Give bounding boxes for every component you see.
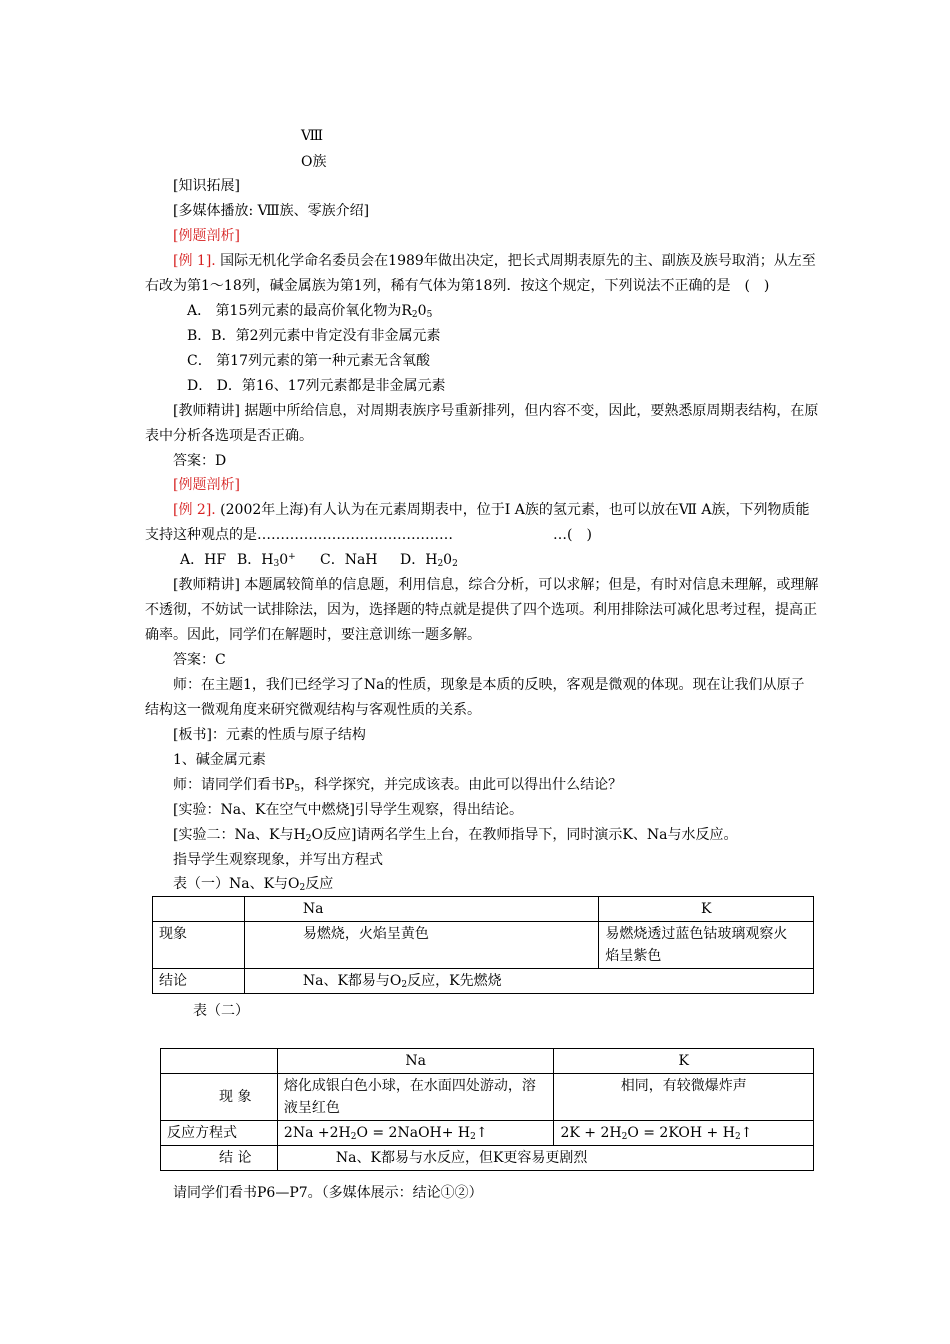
- table-row: [153, 897, 814, 922]
- table-row-label: 现 象: [161, 1074, 278, 1121]
- table-row: [153, 969, 814, 994]
- equation-na: $2Na +2H_2O$ = 2NaOH+ $H_2↑$: [277, 1121, 554, 1146]
- table-cell: [161, 1049, 278, 1074]
- teacher-explanation-1-line-2: 表中分析各选项是否正确。: [145, 428, 313, 444]
- example-2-option-b: B．$H_30^+$: [237, 552, 296, 569]
- example-1-tag: [例 1].: [173, 253, 216, 269]
- example-2-option-d: D．$H_20_2$: [400, 552, 458, 569]
- table-1-caption: 表（一）Na、K与$O_2$反应: [173, 876, 334, 893]
- teacher-talk-line-3: 师：请同学们看书$P_5$，科学探究，并完成该表。由此可以得出什么结论？: [173, 777, 623, 794]
- table-cell: Na、K都易与水反应，但K更容易更剧烈: [277, 1146, 813, 1171]
- table-cell: 易燃烧，火焰呈黄色: [244, 922, 598, 969]
- example-2-tag: [例 2].: [173, 502, 216, 518]
- table-row: [161, 1121, 814, 1146]
- table-row-label: 现象: [153, 922, 245, 969]
- group-zero-label: O族: [301, 154, 327, 170]
- teacher-talk-line-1: 师：在主题1，我们已经学习了Na的性质，现象是本质的反映，客观是微观的体现。现在让我们从原子: [173, 677, 805, 693]
- table-row: [161, 1074, 814, 1121]
- example-analysis-heading-1: [例题剖析]: [173, 228, 240, 244]
- teacher-explanation-2-line-3: 确率。因此，同学们在解题时，要注意训练一题多解。: [145, 627, 481, 643]
- table-row: [161, 1146, 814, 1171]
- example-2-line-2: 支持这种观点的是……………………………………: [145, 527, 453, 543]
- table-cell: Na、K都易与$O_2$反应，K先燃烧: [244, 969, 813, 994]
- table-header-k: K: [599, 897, 814, 922]
- group-viii-label: Ⅷ: [301, 128, 324, 144]
- knowledge-extension-heading: [知识拓展]: [173, 178, 240, 194]
- table-cell: 熔化成银白色小球，在水面四处游动，溶 液呈红色: [277, 1074, 554, 1121]
- example-1-line-1: [例 1]. 国际无机化学命名委员会在1989年做出决定，把长式周期表原先的主、副族及族号取消；从左至: [173, 253, 816, 269]
- answer-1: 答案：D: [173, 453, 227, 469]
- teacher-talk-line-2: 结构这一微观角度来研究微观结构与客观性质的关系。: [145, 702, 481, 718]
- example-2-option-a: A．HF: [180, 552, 227, 568]
- section-alkali-metals: 1、碱金属元素: [173, 752, 266, 768]
- table-row-label: 反应方程式: [161, 1121, 278, 1146]
- guide-students: 指导学生观察现象，并写出方程式: [173, 852, 383, 868]
- example-1-option-c: C． 第17列元素的第一种元素无含氧酸: [187, 353, 430, 369]
- footer-note: 请同学们看书P6—P7。（多媒体展示：结论①②）: [173, 1185, 483, 1201]
- table-row-label: 结论: [153, 969, 245, 994]
- table-header-k: K: [554, 1049, 814, 1074]
- table-cell: 相同，有较微爆炸声: [554, 1074, 814, 1121]
- teacher-explanation-2-line-1: [教师精讲] 本题属较简单的信息题，利用信息，综合分析，可以求解；但是，有时对信息未理解，或理解: [173, 577, 819, 593]
- table-2-caption: 表（二）: [193, 1003, 249, 1019]
- example-2-answer-paren: …( ): [553, 527, 592, 543]
- equation-k: $2K + 2H_2O = 2KOH$ + $H_2↑$: [554, 1121, 814, 1146]
- multimedia-note: [多媒体播放: Ⅷ族、零族介绍]: [173, 203, 370, 219]
- table-cell: 易燃烧透过蓝色钴玻璃观察火 焰呈紫色: [599, 922, 814, 969]
- example-1-option-d: D． D．第16、17列元素都是非金属元素: [187, 378, 446, 394]
- table-row: [161, 1049, 814, 1074]
- teacher-explanation-2-line-2: 不透彻，不妨试一试排除法，因为，选择题的特点就是提供了四个选项。利用排除法可减化思考过程，提高正: [145, 602, 817, 618]
- example-2-option-c: C．NaH: [320, 552, 378, 568]
- example-1-option-b: B．B．第2列元素中肯定没有非金属元素: [187, 328, 441, 344]
- example-1-line-2: 右改为第1～18列，碱金属族为第1列，稀有气体为第18列．按这个规定，下列说法不正确的是 ( ): [145, 278, 770, 294]
- table-row-label: 结 论: [161, 1146, 278, 1171]
- example-1-option-a: A． 第15列元素的最高价氧化物为$R_20_5$: [187, 303, 433, 320]
- answer-2: 答案：C: [173, 652, 226, 668]
- experiment-1: [实验：Na、K在空气中燃烧]引导学生观察，得出结论。: [173, 802, 523, 818]
- table-header-na: Na: [277, 1049, 554, 1074]
- example-analysis-heading-2: [例题剖析]: [173, 477, 240, 493]
- teacher-explanation-1-line-1: [教师精讲] 据题中所给信息，对周期表族序号重新排列，但内容不变，因此，要熟悉原周期表结构，在原: [173, 403, 819, 419]
- table-header-na: Na: [244, 897, 598, 922]
- table-cell: [153, 897, 245, 922]
- board-writing: [板书]：元素的性质与原子结构: [173, 727, 366, 743]
- example-2-line-1: [例 2]. (2002年上海)有人认为在元素周期表中，位于I A族的氢元素，也可以放在Ⅶ A族，下列物质能: [173, 502, 810, 518]
- table-row: [153, 922, 814, 969]
- table-2: [160, 1048, 814, 1171]
- experiment-2: [实验二：Na、K与$H_2O$反应]请两名学生上台，在教师指导下，同时演示K、Na与水反应。: [173, 827, 738, 844]
- table-1: [152, 896, 814, 994]
